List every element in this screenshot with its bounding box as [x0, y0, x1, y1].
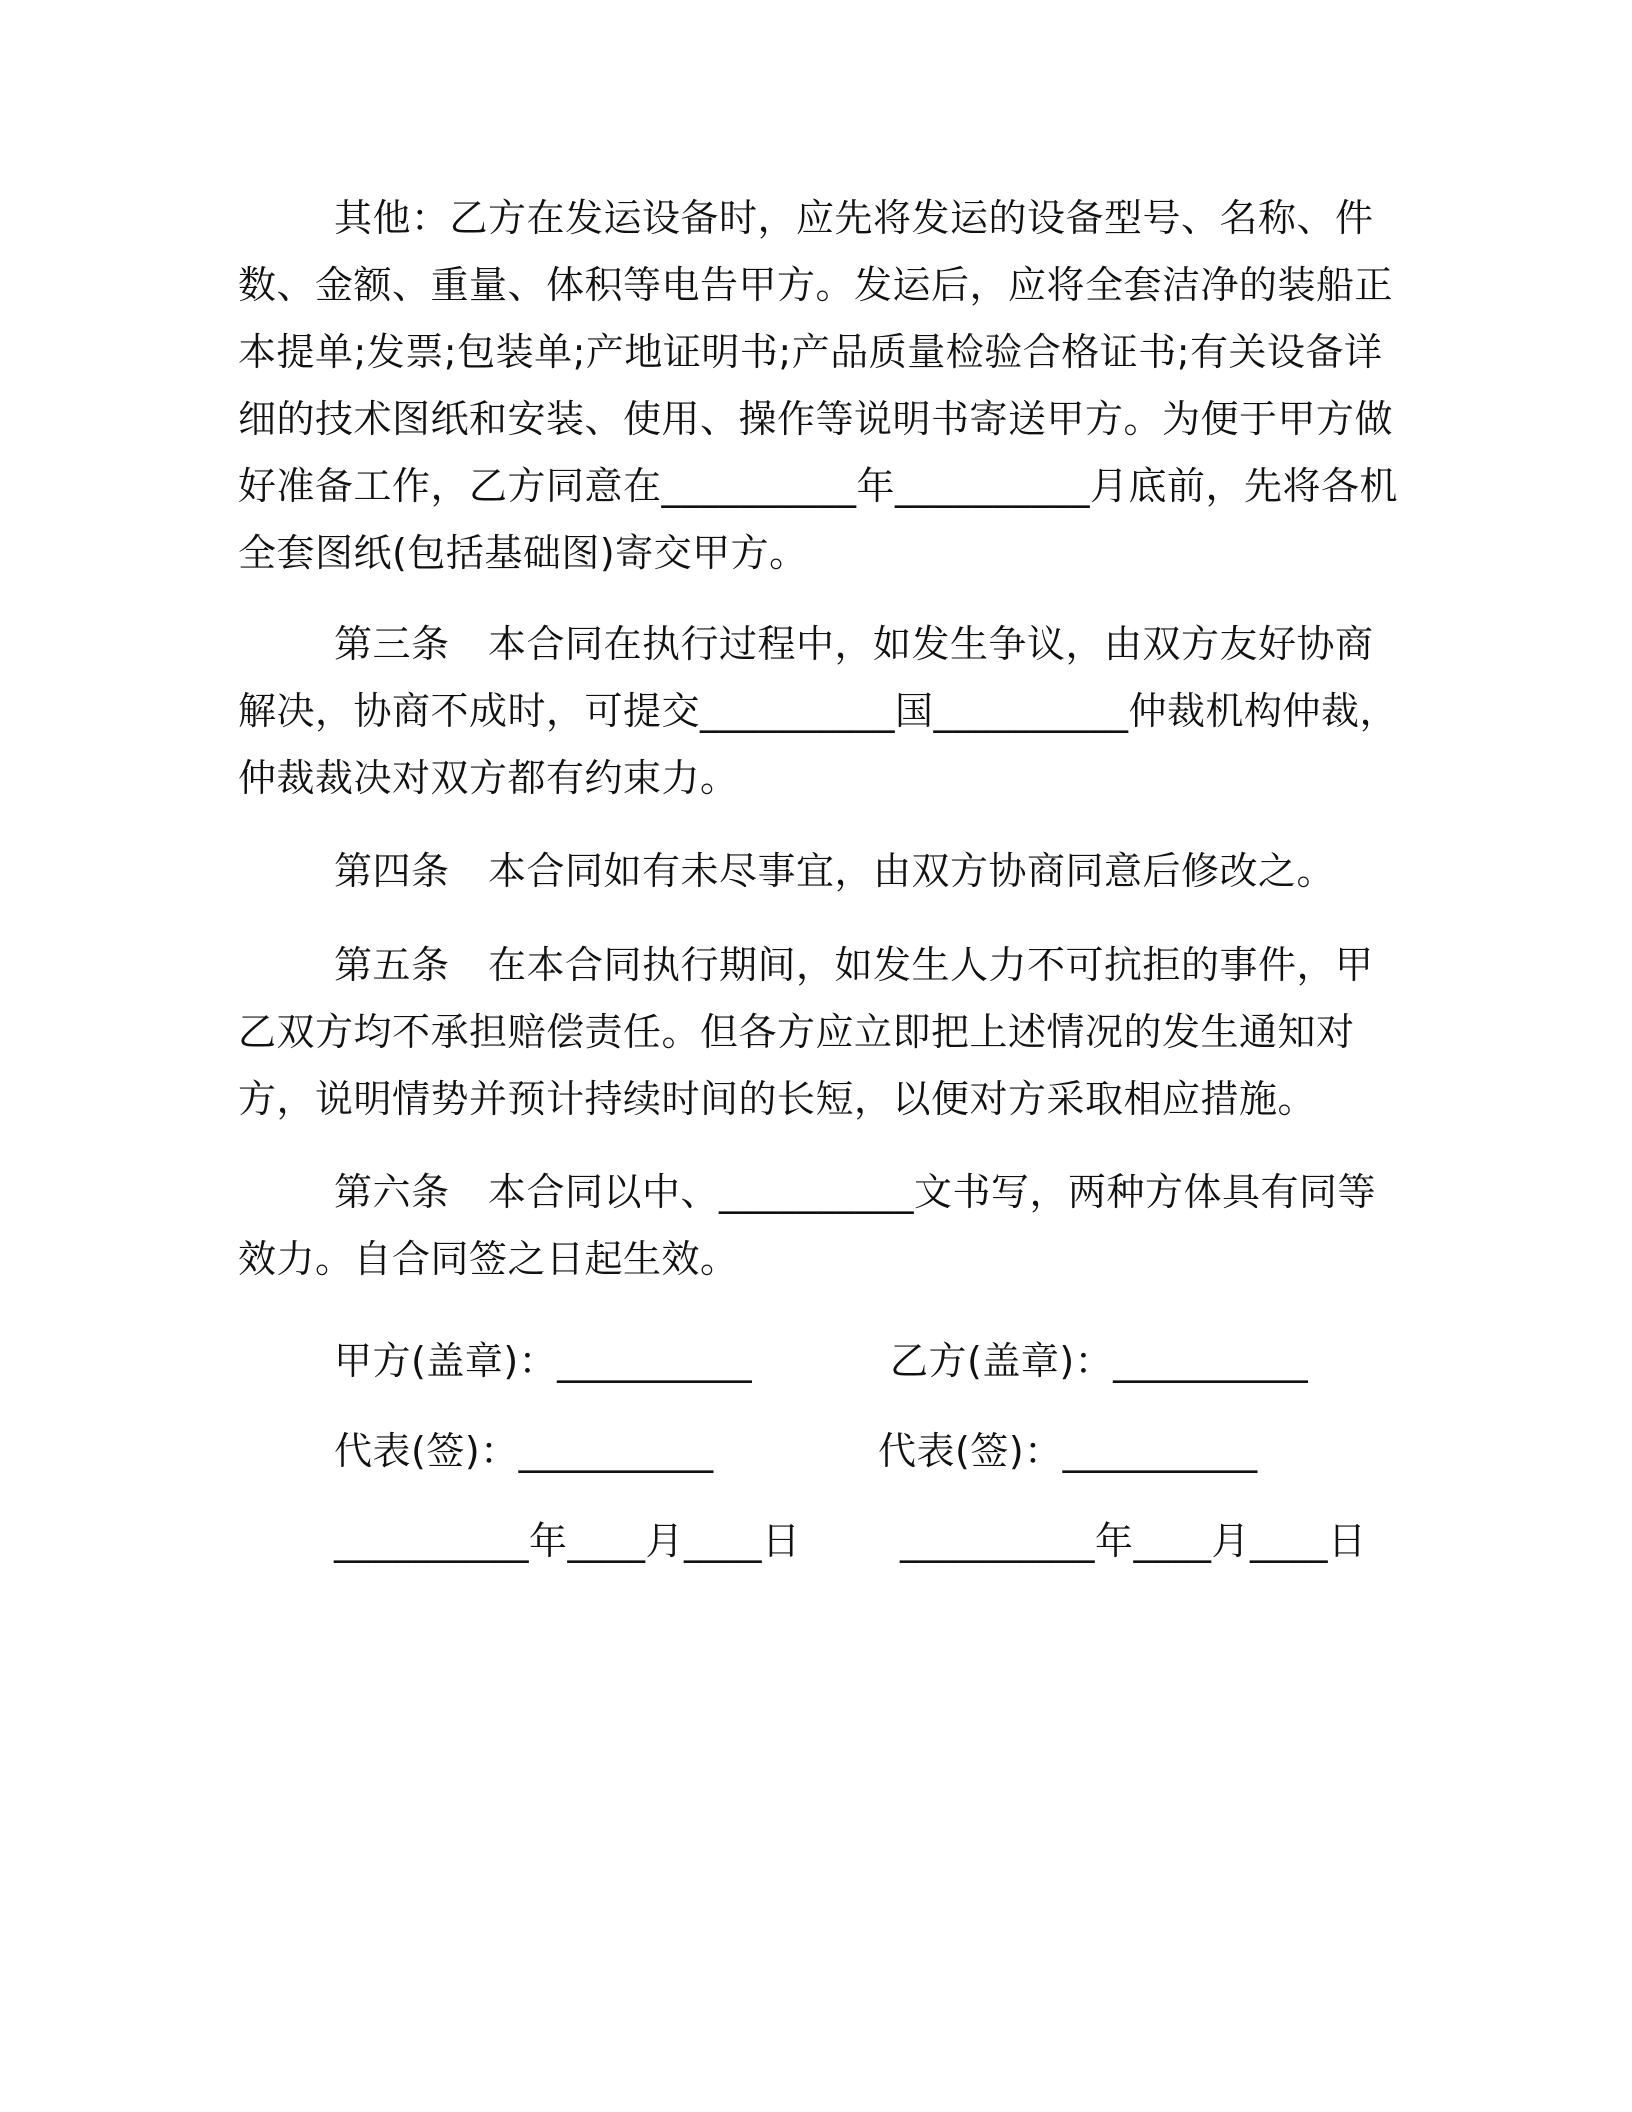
paragraph-article-5: 第五条 在本合同执行期间，如发生人力不可抗拒的事件，甲乙双方均不承担赔偿责任。但各方应立即把上述情况的发生通知对方，说明情势并预计持续时间的长短，以便对方采取相应措施。 — [238, 943, 1374, 1121]
party-b-date: __________年____月____日 — [900, 1519, 1367, 1563]
party-b-representative: 代表(签)：__________ — [878, 1429, 1258, 1473]
paragraph-article-3: 第三条 本合同在执行过程中，如发生争议，由双方友好协商解决，协商不成时，可提交__________国__________仲裁机构仲裁，仲裁裁决对双方都有约束力。 — [238, 622, 1399, 800]
paragraph-other-terms: 其他：乙方在发运设备时，应先将发运的设备型号、名称、件数、金额、重量、体积等电告甲方。发运后，应将全套洁净的装船正本提单;发票;包装单;产地证明书;产品质量检验合格证书;有关设备详细的技术图纸和安装、使用、操作等说明书寄送甲方。为便于甲方做好准备工作，乙方同意在__________年__________月底前，先将各机全套图纸(包括基础图)寄交甲方。 — [238, 196, 1399, 575]
paragraph-article-4: 第四条 本合同如有未尽事宜，由双方协商同意后修改之。 — [334, 849, 1336, 893]
party-b-seal: 乙方(盖章)：__________ — [890, 1339, 1309, 1383]
party-a-representative: 代表(签)：__________ — [334, 1429, 714, 1473]
party-a-seal: 甲方(盖章)：__________ — [334, 1339, 753, 1383]
party-a-date: __________年____月____日 — [334, 1519, 801, 1563]
paragraph-article-6: 第六条 本合同以中、__________文书写，两种方体具有同等效力。自合同签之日起生效。 — [238, 1170, 1377, 1281]
